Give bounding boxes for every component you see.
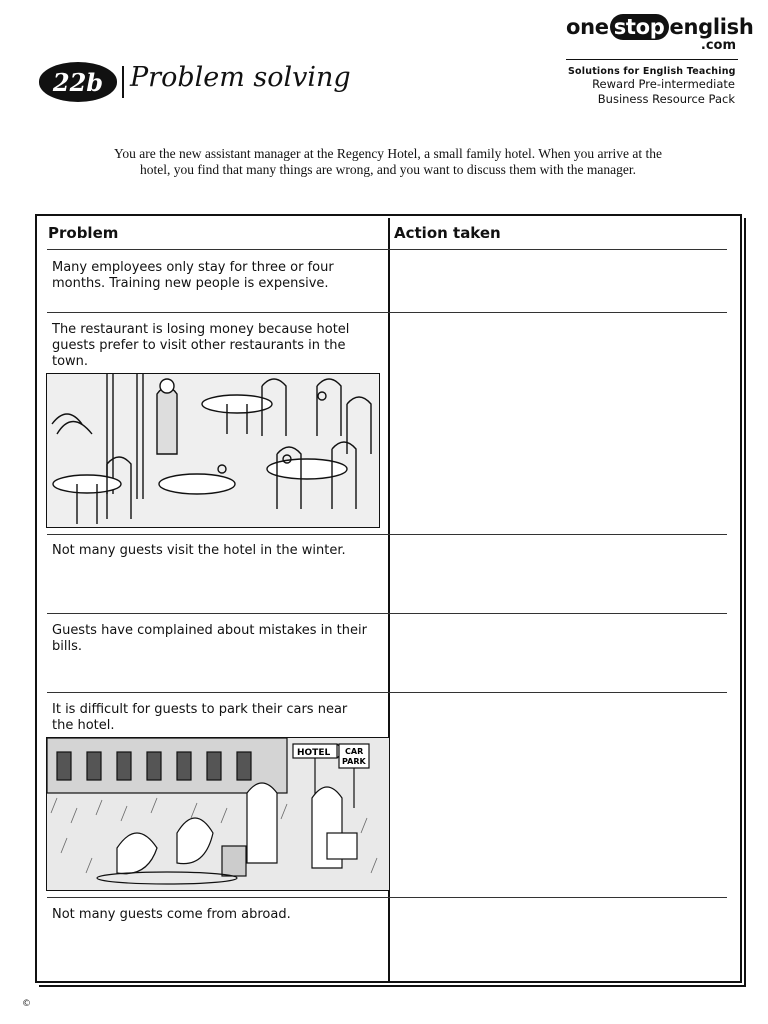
row-divider: [47, 534, 727, 535]
problem-cell-4: Guests have complained about mistakes in their bills.: [52, 623, 367, 654]
series-info: [592, 77, 735, 107]
problem-cell-3: Not many guests visit the hotel in the winter.: [52, 543, 346, 558]
logo-divider: [566, 59, 738, 60]
copyright-mark: ©: [22, 999, 31, 1009]
car-park-sign-line2: PARK: [342, 757, 366, 766]
series-line-2: Business Resource Pack: [597, 92, 735, 106]
rain-scene-icon: [47, 738, 389, 890]
row-divider: [47, 613, 727, 614]
row-divider: [47, 692, 727, 693]
car-park-sign-line1: CAR: [345, 747, 364, 756]
header-problem: Problem: [48, 224, 119, 242]
page-title: Problem solving: [130, 62, 351, 93]
row-divider: [47, 312, 727, 313]
row-divider: [47, 897, 727, 898]
unit-badge: 22b: [39, 62, 117, 102]
problem-cell-1: Many employees only stay for three or four months. Training new people is expensive.: [52, 260, 334, 291]
series-line-1: Reward Pre-intermediate: [592, 77, 735, 91]
problem-cell-2: The restaurant is losing money because hotel guests prefer to visit other restaurants in the town.: [52, 322, 350, 369]
logo-domain-suffix: .com: [700, 38, 736, 53]
hotel-sign: HOTEL: [297, 748, 331, 758]
logo-part-english: english: [669, 15, 754, 39]
logo-tagline: Solutions for English Teaching: [568, 66, 736, 77]
intro-paragraph: You are the new assistant manager at the Regency Hotel, a small family hotel. When you arrive at the hotel, you find that many things are wrong, and you want to discuss them with the manager.: [114, 146, 662, 177]
problem-cell-5: It is difficult for guests to park their cars near the hotel.: [52, 702, 348, 733]
title-divider: [122, 66, 124, 98]
header-rule: [47, 249, 727, 250]
header-action-taken: Action taken: [394, 224, 501, 242]
logo-part-stop: stop: [610, 14, 669, 40]
onestopenglish-logo: [566, 12, 754, 77]
rainy-parking-illustration: [46, 737, 390, 891]
logo-part-one: one: [566, 15, 609, 39]
restaurant-illustration: [46, 373, 380, 528]
problem-cell-6: Not many guests come from abroad.: [52, 907, 291, 922]
restaurant-scene-icon: [47, 374, 379, 527]
